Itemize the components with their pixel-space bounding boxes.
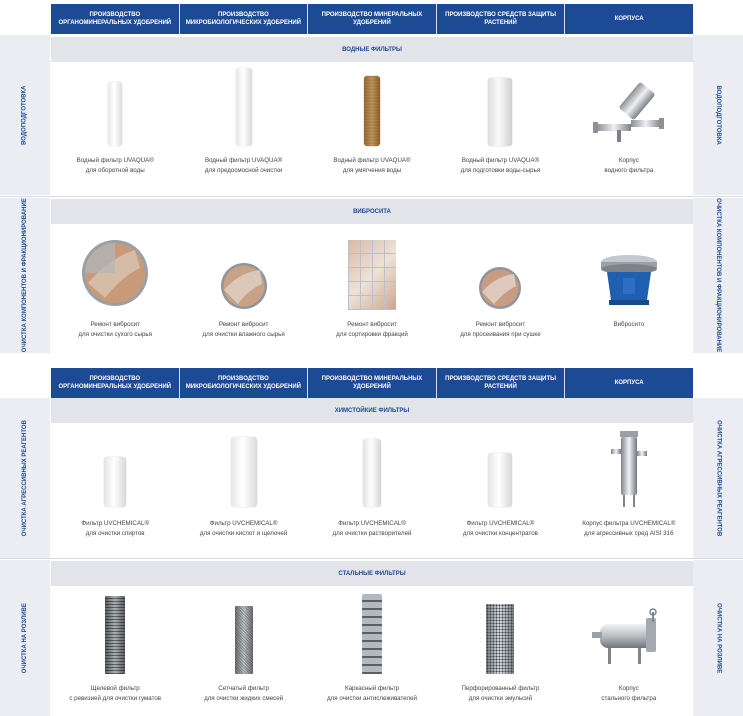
steel-filter-image [105,596,125,674]
side-label-right-chemical: ОЧИСТКА АГРЕССИВНЫХ РЕАГЕНТОВ [693,398,743,558]
band-sieves: ВИБРОСИТА [51,199,693,224]
product-card[interactable]: Водный фильтр UVAQUA® для оборотной воды [51,62,179,195]
header-col-housings: КОРПУСА [565,368,693,398]
divider [0,558,743,559]
bottom-header [51,368,693,398]
cartridge-image [488,78,512,146]
product-card[interactable]: Сетчатый фильтр для очистки жидких смесей [179,586,307,716]
row-steel-filters [51,586,693,716]
product-card[interactable]: Ремонт вибросит для очистки сухого сырья [51,224,179,352]
cartridge-image [488,453,512,507]
header-col-mineral: ПРОИЗВОДСТВО МИНЕРАЛЬНЫХ УДОБРЕНИЙ [308,4,437,34]
row-water-filters [51,62,693,195]
header-col-microbiological: ПРОИЗВОДСТВО МИКРОБИОЛОГИЧЕСКИХ УДОБРЕНИЙ [180,4,309,34]
header-col-microbiological: ПРОИЗВОДСТВО МИКРОБИОЛОГИЧЕСКИХ УДОБРЕНИЙ [180,368,309,398]
product-card[interactable]: Корпус стального фильтра [565,586,693,716]
header-col-mineral: ПРОИЗВОДСТВО МИНЕРАЛЬНЫХ УДОБРЕНИЙ [308,368,437,398]
row-sieves [51,224,693,352]
product-card[interactable]: Водный фильтр UVAQUA® для подготовки воды-сырья [436,62,564,195]
row-chemical-filters [51,423,693,558]
steel-filter-image [235,606,253,674]
product-card[interactable]: Водный фильтр UVAQUA® для предосмосной очистки [179,62,307,195]
housing-image [590,608,668,668]
side-label-right-water: ВОДОПОДГОТОВКА [693,35,743,195]
product-card[interactable]: Ремонт вибросит для просеивания при сушке [436,224,564,352]
band-water-filters: ВОДНЫЕ ФИЛЬТРЫ [51,37,693,62]
product-card[interactable]: Фильтр UVCHEMICAL® для очистки растворителей [308,423,436,558]
product-card[interactable]: Вибросито [565,224,693,352]
product-card[interactable]: Водный фильтр UVAQUA® для умягчения воды [308,62,436,195]
sieve-mesh-image [220,262,268,310]
product-card[interactable]: Щелевой фильтр с ревизией для очистки гуматов [51,586,179,716]
band-chemical-filters: ХИМСТОЙКИЕ ФИЛЬТРЫ [51,398,693,423]
steel-filter-image [486,604,514,674]
sieve-mesh-image [80,238,150,308]
top-header [51,4,693,34]
steel-filter-image [362,594,382,674]
side-label-right-sieves: ОЧИСТКА КОМПОНЕНТОВ И ФРАКЦИОНИРОВАНИЕ [693,198,743,353]
side-label-left-chemical: ОЧИСТКА АГРЕССИВНЫХ РЕАГЕНТОВ [0,398,50,558]
product-card[interactable]: Фильтр UVCHEMICAL® для очистки концентратов [436,423,564,558]
vibrating-sieve-image [599,252,659,308]
header-col-organomineral: ПРОИЗВОДСТВО ОРГАНОМИНЕРАЛЬНЫХ УДОБРЕНИЙ [51,4,180,34]
cartridge-image [231,437,257,507]
header-col-organomineral: ПРОИЗВОДСТВО ОРГАНОМИНЕРАЛЬНЫХ УДОБРЕНИЙ [51,368,180,398]
product-card[interactable]: Перфорированный фильтр для очистки эмульсий [436,586,564,716]
header-col-plant-protection: ПРОИЗВОДСТВО СРЕДСТВ ЗАЩИТЫ РАСТЕНИЙ [437,4,566,34]
product-card[interactable]: Фильтр UVCHEMICAL® для очистки кислот и щелочей [179,423,307,558]
product-card[interactable]: Каркасный фильтр для очистки антислеживателей [308,586,436,716]
housing-image [589,80,669,144]
product-card[interactable]: Корпус водного фильтра [565,62,693,195]
header-col-plant-protection: ПРОИЗВОДСТВО СРЕДСТВ ЗАЩИТЫ РАСТЕНИЙ [437,368,566,398]
divider [0,196,743,197]
product-card[interactable]: Корпус фильтра UVCHEMICAL® для агрессивных сред AISI 316 [565,423,693,558]
header-col-housings: КОРПУСА [565,4,693,34]
side-label-left-sieves: ОЧИСТКА КОМПОНЕНТОВ И ФРАКЦИОНИРОВАНИЕ [0,198,50,353]
side-label-left-steel: ОЧИСТКА НА РОЗЛИВЕ [0,560,50,716]
product-card[interactable]: Ремонт вибросит для очистки влажного сырья [179,224,307,352]
side-label-right-steel: ОЧИСТКА НА РОЗЛИВЕ [693,560,743,716]
product-card[interactable]: Фильтр UVCHEMICAL® для очистки спиртов [51,423,179,558]
wound-cartridge-image [364,76,380,146]
housing-image [609,429,649,509]
cartridge-image [104,457,126,507]
cartridge-image [236,68,252,146]
sieve-mesh-image [478,266,522,310]
cartridge-image [363,439,381,507]
sieve-panel-image [348,240,396,310]
band-steel-filters: СТАЛЬНЫЕ ФИЛЬТРЫ [51,561,693,586]
product-card[interactable]: Ремонт вибросит для сортировки фракций [308,224,436,352]
cartridge-image [108,82,122,146]
side-label-left-water: ВОДОПОДГОТОВКА [0,35,50,195]
